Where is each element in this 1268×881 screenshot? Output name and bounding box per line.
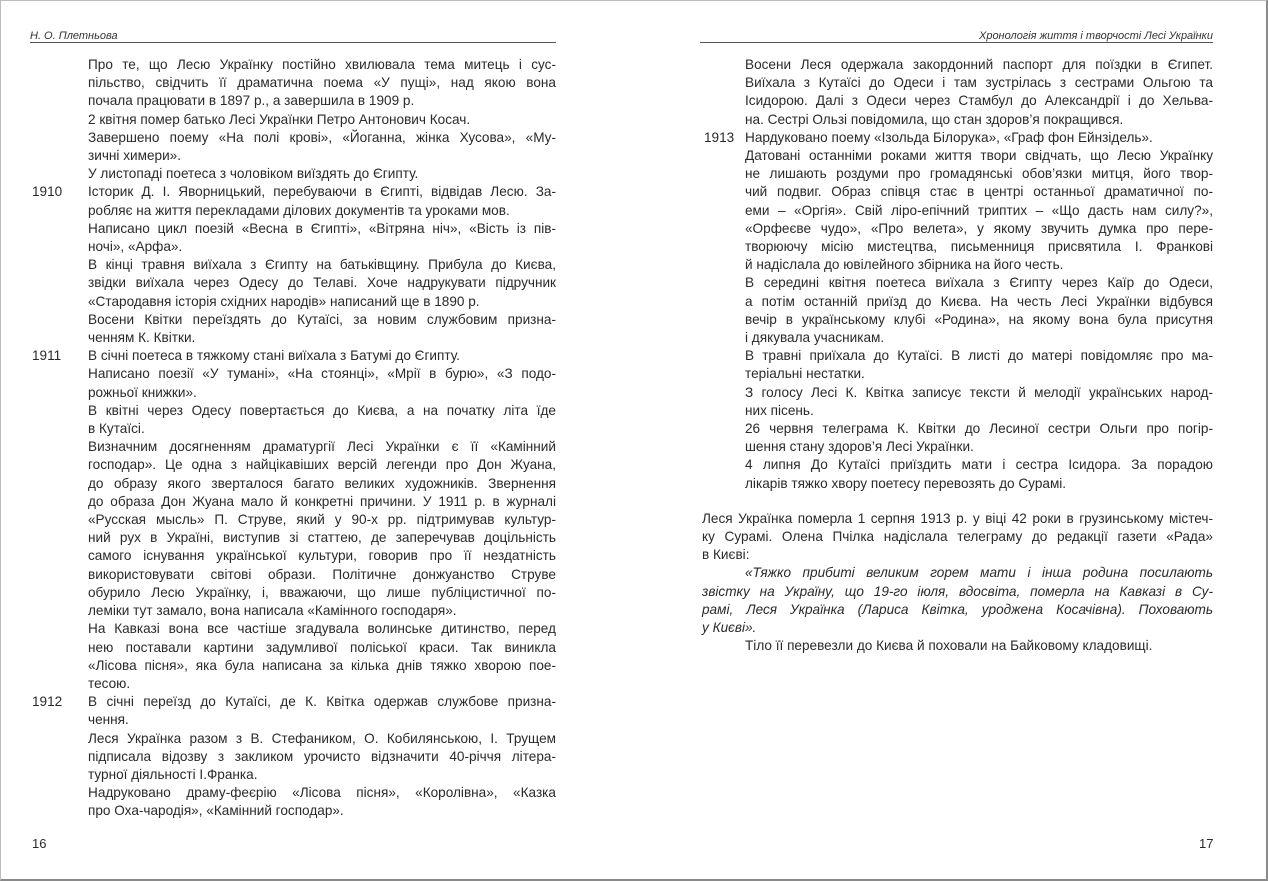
year-label: 1911: [32, 348, 62, 364]
epilogue: [702, 510, 1213, 656]
text-line: в Кутаїсі.: [88, 421, 145, 437]
text-line: творюючу місію мистецтва, письменниця присвятила І. Франкові: [745, 239, 1213, 255]
text-line: «Лісова пісня», яка була написана за кілька днів тяжко хворою пое-: [88, 657, 556, 673]
text-line: Історик Д. І. Яворницький, перебуваючи в Єгипті, відвідав Лесю. За-: [88, 184, 556, 200]
text-line: до образу якого зверталося багато великих художників. Звернення: [88, 475, 556, 491]
year-label: 1912: [32, 694, 63, 710]
paragraph: [702, 637, 1213, 655]
text-line: пільство, свідчить її драматична поема «У пущі», над якою вона: [88, 75, 556, 91]
text-line: ний рух в Україні, виступив зі статтею, де заперечував доцільність: [88, 530, 556, 546]
text-line: Надруковано драму-феєрію «Лісова пісня», «Королівна», «Казка: [88, 785, 556, 801]
paragraph: [745, 384, 1213, 420]
text-line: не лишають роздуми про громадянські обов’язки митця, його твор-: [745, 166, 1213, 182]
text-line: й надіслала до ювілейного збірника на його честь.: [745, 257, 1064, 273]
paragraph: [745, 420, 1213, 456]
year-label: 1913: [704, 129, 735, 145]
text-line: про Оха-чародія», «Камінний господар».: [88, 803, 344, 819]
paragraph: [702, 510, 1213, 565]
text-line: лікарів тяжко хвору поетесу перевозять до Сурамі.: [745, 475, 1067, 491]
text-line: чення.: [88, 712, 129, 728]
text-line: нею поставали картини задумливої поліської краси. Так виникла: [88, 639, 556, 655]
text-line: В січні переїзд до Кутаїсі, де К. Квітка одержав службове призна-: [88, 694, 556, 710]
header-rule: [700, 42, 1213, 43]
paragraph: [702, 564, 1213, 637]
text-line: теріальні нестатки.: [745, 366, 865, 382]
page-number: 17: [1199, 836, 1214, 851]
paragraph: [88, 402, 556, 438]
text-line: і дякувала учасникам.: [745, 330, 885, 346]
text-line: ку Сурамі. Олена Пчілка надіслала телеграму до редакції газети «Рада»: [702, 529, 1213, 545]
text-line: Леся Українка померла 1 серпня 1913 р. у віці 42 роки в грузинському містеч-: [702, 510, 1213, 526]
text-line: ночі», «Арфа».: [88, 239, 183, 255]
right-page: [634, 0, 1268, 881]
paragraph: [88, 256, 556, 311]
text-line: використовувати світові образи. Політичне донжуанство Струве: [88, 566, 556, 582]
closing-paragraph: [702, 637, 1213, 655]
paragraph: [745, 274, 1213, 347]
paragraph: [88, 129, 556, 165]
text-line: В січні поетеса в тяжкому стані виїхала з Батумі до Єгипту.: [88, 348, 460, 364]
text-line: Виїхала з Кутаїсі до Одеси і там зустрілась з сестрами Ольгою та: [745, 75, 1213, 91]
paragraph: [88, 311, 556, 347]
text-line: «Стародавня історія східних народів» написаний ще в 1890 р.: [88, 293, 480, 309]
text-line: Ісидорою. Далі з Одеси через Стамбул до Александрії і до Хельва-: [745, 93, 1213, 109]
text-line: у Києві».: [702, 620, 757, 636]
running-head-title: Хронологія життя і творчості Лесі Українки: [978, 30, 1213, 42]
chronology-body: [702, 56, 1213, 656]
paragraph: [745, 147, 1213, 274]
text-line: робляє на життя перекладами ділових документів та уроками мов.: [88, 202, 510, 218]
text-line: до образа Дон Жуана мало й конкретні причини. У 1911 р. в журналі: [88, 493, 556, 509]
text-line: обурило Лесю Українку, і, вважаючи, що лише публіцистичної по-: [88, 584, 556, 600]
paragraph: [88, 693, 556, 729]
text-line: чий подвиг. Образ співця стає в центрі останньої драматичної по-: [745, 184, 1213, 200]
text-line: Написано цикл поезій «Весна в Єгипті», «Вітряна ніч», «Вість із пів-: [88, 220, 556, 236]
text-line: рамі, Леся Українка (Лариса Квітка, уроджена Косачівна). Поховають: [702, 601, 1213, 617]
text-line: «Русская мысль» П. Струве, який у 90-х рр. підтримував культур-: [88, 512, 556, 528]
paragraph: [88, 111, 556, 129]
paragraph: [88, 438, 556, 620]
text-line: почала працювати в 1897 р., а завершила в 1909 р.: [88, 93, 415, 109]
text-line: еми – «Оргія». Свій ліро-епічний триптих – «Що дасть нам силу?»,: [745, 202, 1213, 218]
paragraph: [88, 730, 556, 785]
text-line: Тіло її перевезли до Києва й поховали на Байковому кладовищі.: [745, 638, 1153, 654]
text-line: 4 липня До Кутаїсі приїздить мати і сестра Ісидора. За порадою: [745, 457, 1213, 473]
text-line: рожньої книжки».: [88, 384, 197, 400]
text-line: підписала відозву з закликом урочисто відзначити 40-річчя літера-: [88, 748, 556, 764]
text-line: Завершено поему «На полі крові», «Йоганна, жінка Хусова», «Му-: [88, 129, 556, 145]
text-line: Восени Квітки переїздять до Кутаїсі, за новим службовим призна-: [88, 311, 556, 327]
text-line: Нардуковано поему «Ізольда Білорука», «Граф фон Ейнзідель».: [745, 129, 1153, 145]
paragraph: [88, 56, 556, 111]
chronology-entry: [30, 693, 556, 820]
page-number: 16: [32, 836, 47, 851]
text-line: В середині квітня поетеса виїхала з Єгипту через Каїр до Одеси,: [745, 275, 1213, 291]
text-line: Написано поезії «У тумані», «На стоянці», «Мрії в бурю», «З подо-: [88, 366, 556, 382]
paragraph: [88, 165, 556, 183]
paragraph: [88, 784, 556, 820]
text-line: звістку на Україну, що 19-го іюля, вдосвіта, померла на Кавказі в Су-: [702, 583, 1213, 599]
paragraph: [88, 220, 556, 256]
text-line: З голосу Лесі К. Квітка записує тексти й мелодії українських народ-: [745, 384, 1213, 400]
text-line: Визначним досягненням драматургії Лесі Українки є її «Камінний: [88, 439, 556, 455]
text-line: «Орфеєве чудо», «Про велета», у якому звучить думка про пере-: [745, 220, 1213, 236]
paragraph: [745, 456, 1213, 492]
chronology-body: [30, 56, 556, 821]
text-line: звідки виїхала через Одесу до Телаві. Хоче надрукувати підручник: [88, 275, 556, 291]
text-line: зичні химери».: [88, 148, 181, 164]
text-line: У листопаді поетеса з чоловіком виїздять до Єгипту.: [88, 166, 419, 182]
paragraph: [745, 347, 1213, 383]
text-line: В травні приїхала до Кутаїсі. В листі до матері повідомляє про ма-: [745, 348, 1213, 364]
header-rule: [30, 42, 556, 43]
paragraph: [745, 129, 1213, 147]
paragraph: [745, 56, 1213, 129]
text-line: на. Сестрі Ользі повідомила, що стан здоров’я покращився.: [745, 111, 1124, 127]
paragraph: [88, 620, 556, 693]
text-line: в Києві:: [702, 547, 750, 563]
year-label: 1910: [32, 184, 63, 200]
text-line: леміки тут замало, вона написала «Камінного господаря».: [88, 603, 457, 619]
text-line: них пісень.: [745, 402, 814, 418]
chronology-entry: [702, 129, 1213, 493]
text-line: В кінці травня виїхала з Єгипту на батьківщину. Прибула до Києва,: [88, 257, 556, 273]
text-line: шення стану здоров’я Лесі Українки.: [745, 439, 974, 455]
text-line: Леся Українка разом з В. Стефаником, О. Кобилянською, І. Трущем: [88, 730, 556, 746]
chronology-entry: [30, 183, 556, 347]
paragraph: [88, 183, 556, 219]
text-line: тесою.: [88, 675, 131, 691]
running-head-author: Н. О. Плетньова: [30, 30, 118, 42]
text-line: турної діяльності І.Франка.: [88, 766, 258, 782]
text-line: ченням К. Квітки.: [88, 330, 196, 346]
text-line: самого існування української культури, говорив про її нездатність: [88, 548, 556, 564]
text-line: «Тяжко прибиті великим горем мати і інша родина посилають: [745, 565, 1213, 581]
text-line: вечір в українському клубі «Родина», на якому вона була присутня: [745, 311, 1213, 327]
paragraph: [88, 365, 556, 401]
text-line: господар». Це одна з найцікавіших версій легенди про Дон Жуана,: [88, 457, 556, 473]
text-line: В квітні через Одесу повертається до Києва, а на початку літа їде: [88, 402, 556, 418]
text-line: На Кавказі вона все частіше згадувала волинське дитинство, перед: [88, 621, 556, 637]
text-line: Датовані останніми роками життя твори свідчать, що Лесю Українку: [745, 148, 1213, 164]
text-line: Восени Леся одержала закордонний паспорт для поїздки в Єгипет.: [745, 57, 1213, 72]
chronology-entry: [702, 56, 1213, 129]
text-line: 2 квітня помер батько Лесі Українки Петро Антонович Косач.: [88, 111, 471, 127]
chronology-entry: [30, 56, 556, 183]
chronology-entry: [30, 347, 556, 693]
telegram-quote: [702, 564, 1213, 637]
text-line: а потім останній приїзд до Києва. На честь Лесі Українки відбувся: [745, 293, 1213, 309]
text-line: 26 червня телеграма К. Квітки до Лесиної сестри Ольги про погір-: [745, 421, 1213, 437]
text-line: Про те, що Лесю Українку постійно хвилювала тема митець і сус-: [88, 57, 556, 72]
paragraph: [88, 347, 556, 365]
